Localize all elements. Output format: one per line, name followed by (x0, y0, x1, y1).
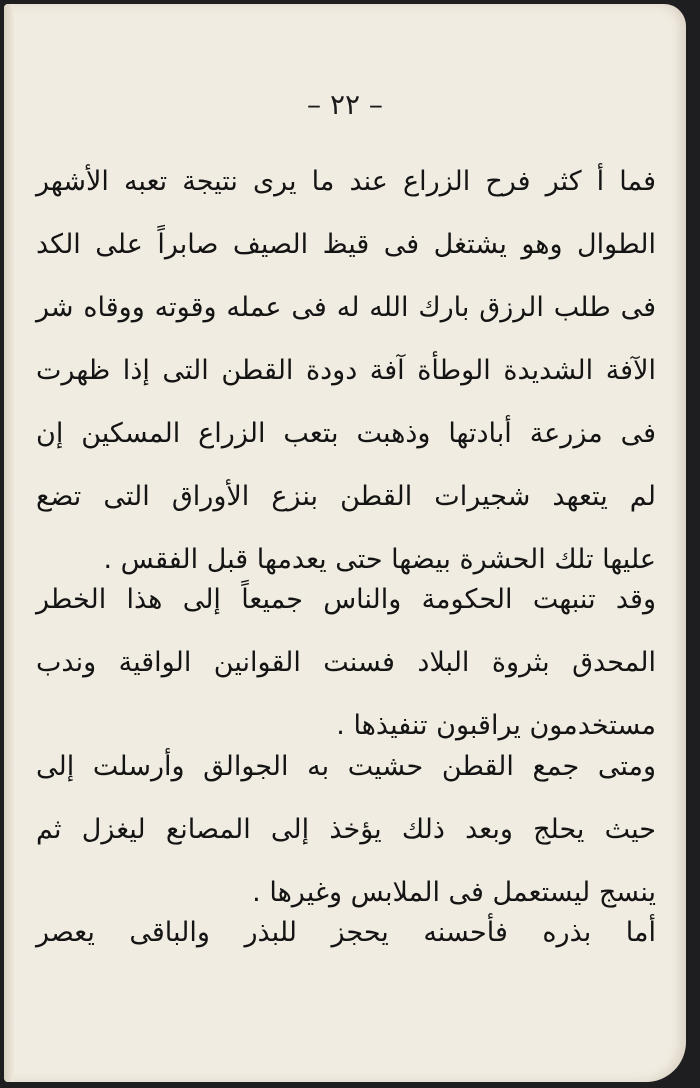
paragraph-line: ومتى جمع القطن حشيت به الجوالق وأرسلت إلى (36, 751, 656, 782)
paragraph-1 (36, 150, 656, 591)
paragraph-line: المحدق بثروة البلاد فسنت القوانين الواقية وندب (36, 647, 656, 678)
paragraph-line: الآفة الشديدة الوطأة آفة دودة القطن التى إذا ظهرت (36, 355, 656, 386)
paragraph-line: حيث يحلج وبعد ذلك يؤخذ إلى المصانع ليغزل ثم (36, 814, 656, 845)
paragraph-3 (36, 735, 656, 924)
paragraph-line: ينسج ليستعمل فى الملابس وغيرها . (252, 877, 656, 908)
paragraph-line: فى مزرعة أبادتها وذهبت بتعب الزراع المسكين إن (36, 418, 656, 449)
paragraph-line: فما أ كثر فرح الزراع عند ما يرى نتيجة تعبه الأشهر (36, 166, 656, 197)
paragraph-line: الطوال وهو يشتغل فى قيظ الصيف صابراً على الكد (36, 229, 656, 260)
paragraph-4 (36, 901, 656, 964)
paragraph-line: مستخدمون يراقبون تنفيذها . (336, 710, 656, 741)
book-page (4, 4, 686, 1082)
paragraph-line: أما بذره فأحسنه يحجز للبذر والباقى يعصر (36, 917, 656, 948)
page-number: – ٢٢ – (307, 88, 383, 121)
paragraph-line: فى طلب الرزق بارك الله له فى عمله وقوته ووقاه شر (36, 292, 656, 323)
paragraph-line: وقد تنبهت الحكومة والناس جميعاً إلى هذا الخطر (36, 584, 656, 615)
page-binding-edge (4, 4, 14, 1082)
paragraph-2 (36, 568, 656, 757)
paragraph-line: عليها تلك الحشرة بيضها حتى يعدمها قبل الفقس . (103, 544, 656, 575)
paragraph-line: لم يتعهد شجيرات القطن بنزع الأوراق التى تضع (36, 481, 656, 512)
